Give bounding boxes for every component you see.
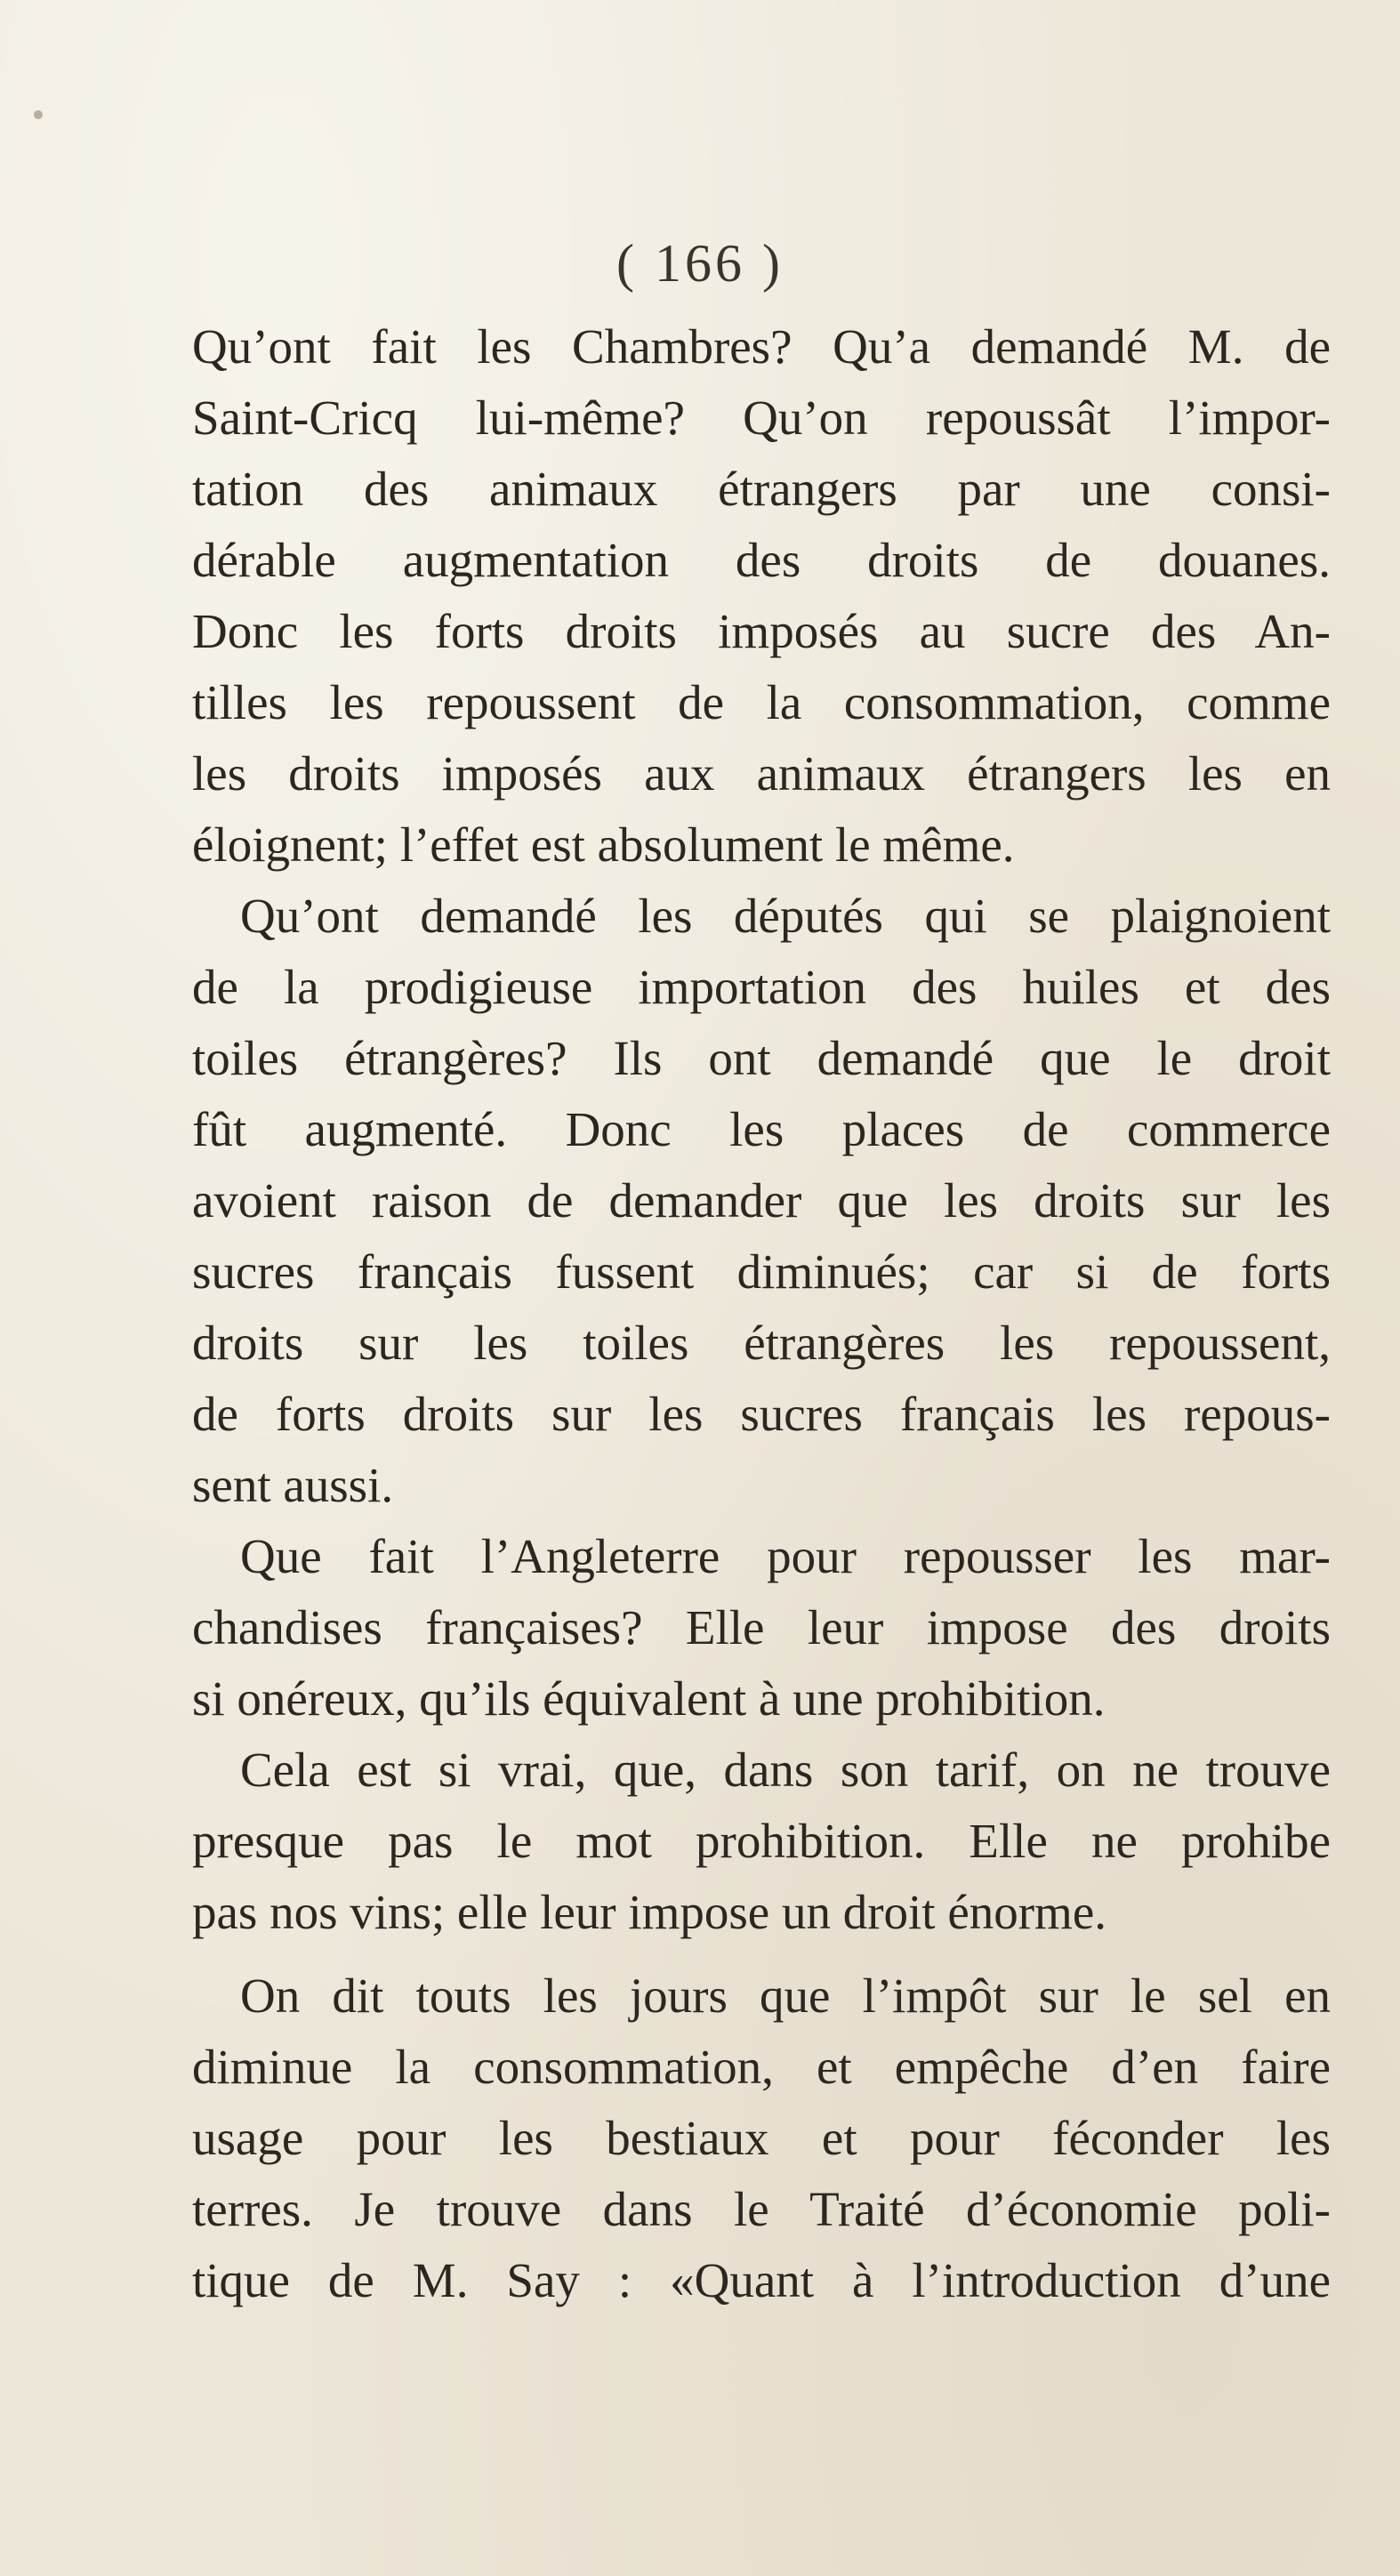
text-line: sent aussi. — [192, 1458, 394, 1512]
page-number: ( 166 ) — [616, 234, 784, 293]
text-line: toiles étrangères? Ils ont demandé que le droit — [192, 1031, 1331, 1085]
text-line: Qu’ont demandé les députés qui se plaignoient — [240, 889, 1331, 943]
text-line: sucres français fussent diminués; car si de forts — [192, 1244, 1331, 1299]
text-line: usage pour les bestiaux et pour féconder les — [192, 2111, 1331, 2165]
text-line: de forts droits sur les sucres français les repous- — [192, 1387, 1331, 1441]
text-line: si onéreux, qu’ils équivalent à une prohibition. — [192, 1671, 1106, 1726]
text-line: tique de M. Say : «Quant à l’introduction d’une — [192, 2253, 1331, 2307]
text-line: Que fait l’Angleterre pour repousser les mar- — [240, 1529, 1331, 1583]
body-text — [192, 311, 1331, 2316]
text-line: Saint-Cricq lui-même? Qu’on repoussât l’impor- — [192, 390, 1331, 445]
ink-spot — [34, 110, 43, 119]
text-line: dérable augmentation des droits de douanes. — [192, 533, 1331, 587]
text-line: de la prodigieuse importation des huiles et des — [192, 960, 1331, 1014]
text-line: fût augmenté. Donc les places de commerce — [192, 1102, 1331, 1156]
text-line: tation des animaux étrangers par une consi- — [192, 462, 1331, 516]
text-line: avoient raison de demander que les droits sur les — [192, 1173, 1331, 1228]
text-line: éloignent; l’effet est absolument le même. — [192, 817, 1015, 872]
text-line: On dit touts les jours que l’impôt sur le sel en — [240, 1968, 1331, 2023]
text-line: diminue la consommation, et empêche d’en faire — [192, 2040, 1331, 2094]
text-line: chandises françaises? Elle leur impose des droits — [192, 1600, 1331, 1654]
text-line: droits sur les toiles étrangères les repoussent, — [192, 1316, 1331, 1370]
text-line: Cela est si vrai, que, dans son tarif, on ne trouve — [240, 1743, 1331, 1797]
text-line: pas nos vins; elle leur impose un droit énorme. — [192, 1885, 1107, 1939]
text-line: Qu’ont fait les Chambres? Qu’a demandé M. de — [192, 319, 1331, 374]
text-line: tilles les repoussent de la consommation, comme — [192, 675, 1331, 729]
text-line: terres. Je trouve dans le Traité d’économie poli- — [192, 2182, 1331, 2236]
text-line: les droits imposés aux animaux étrangers les en — [192, 746, 1331, 801]
text-line: Donc les forts droits imposés au sucre des An- — [192, 604, 1331, 658]
text-line: presque pas le mot prohibition. Elle ne prohibe — [192, 1814, 1331, 1868]
